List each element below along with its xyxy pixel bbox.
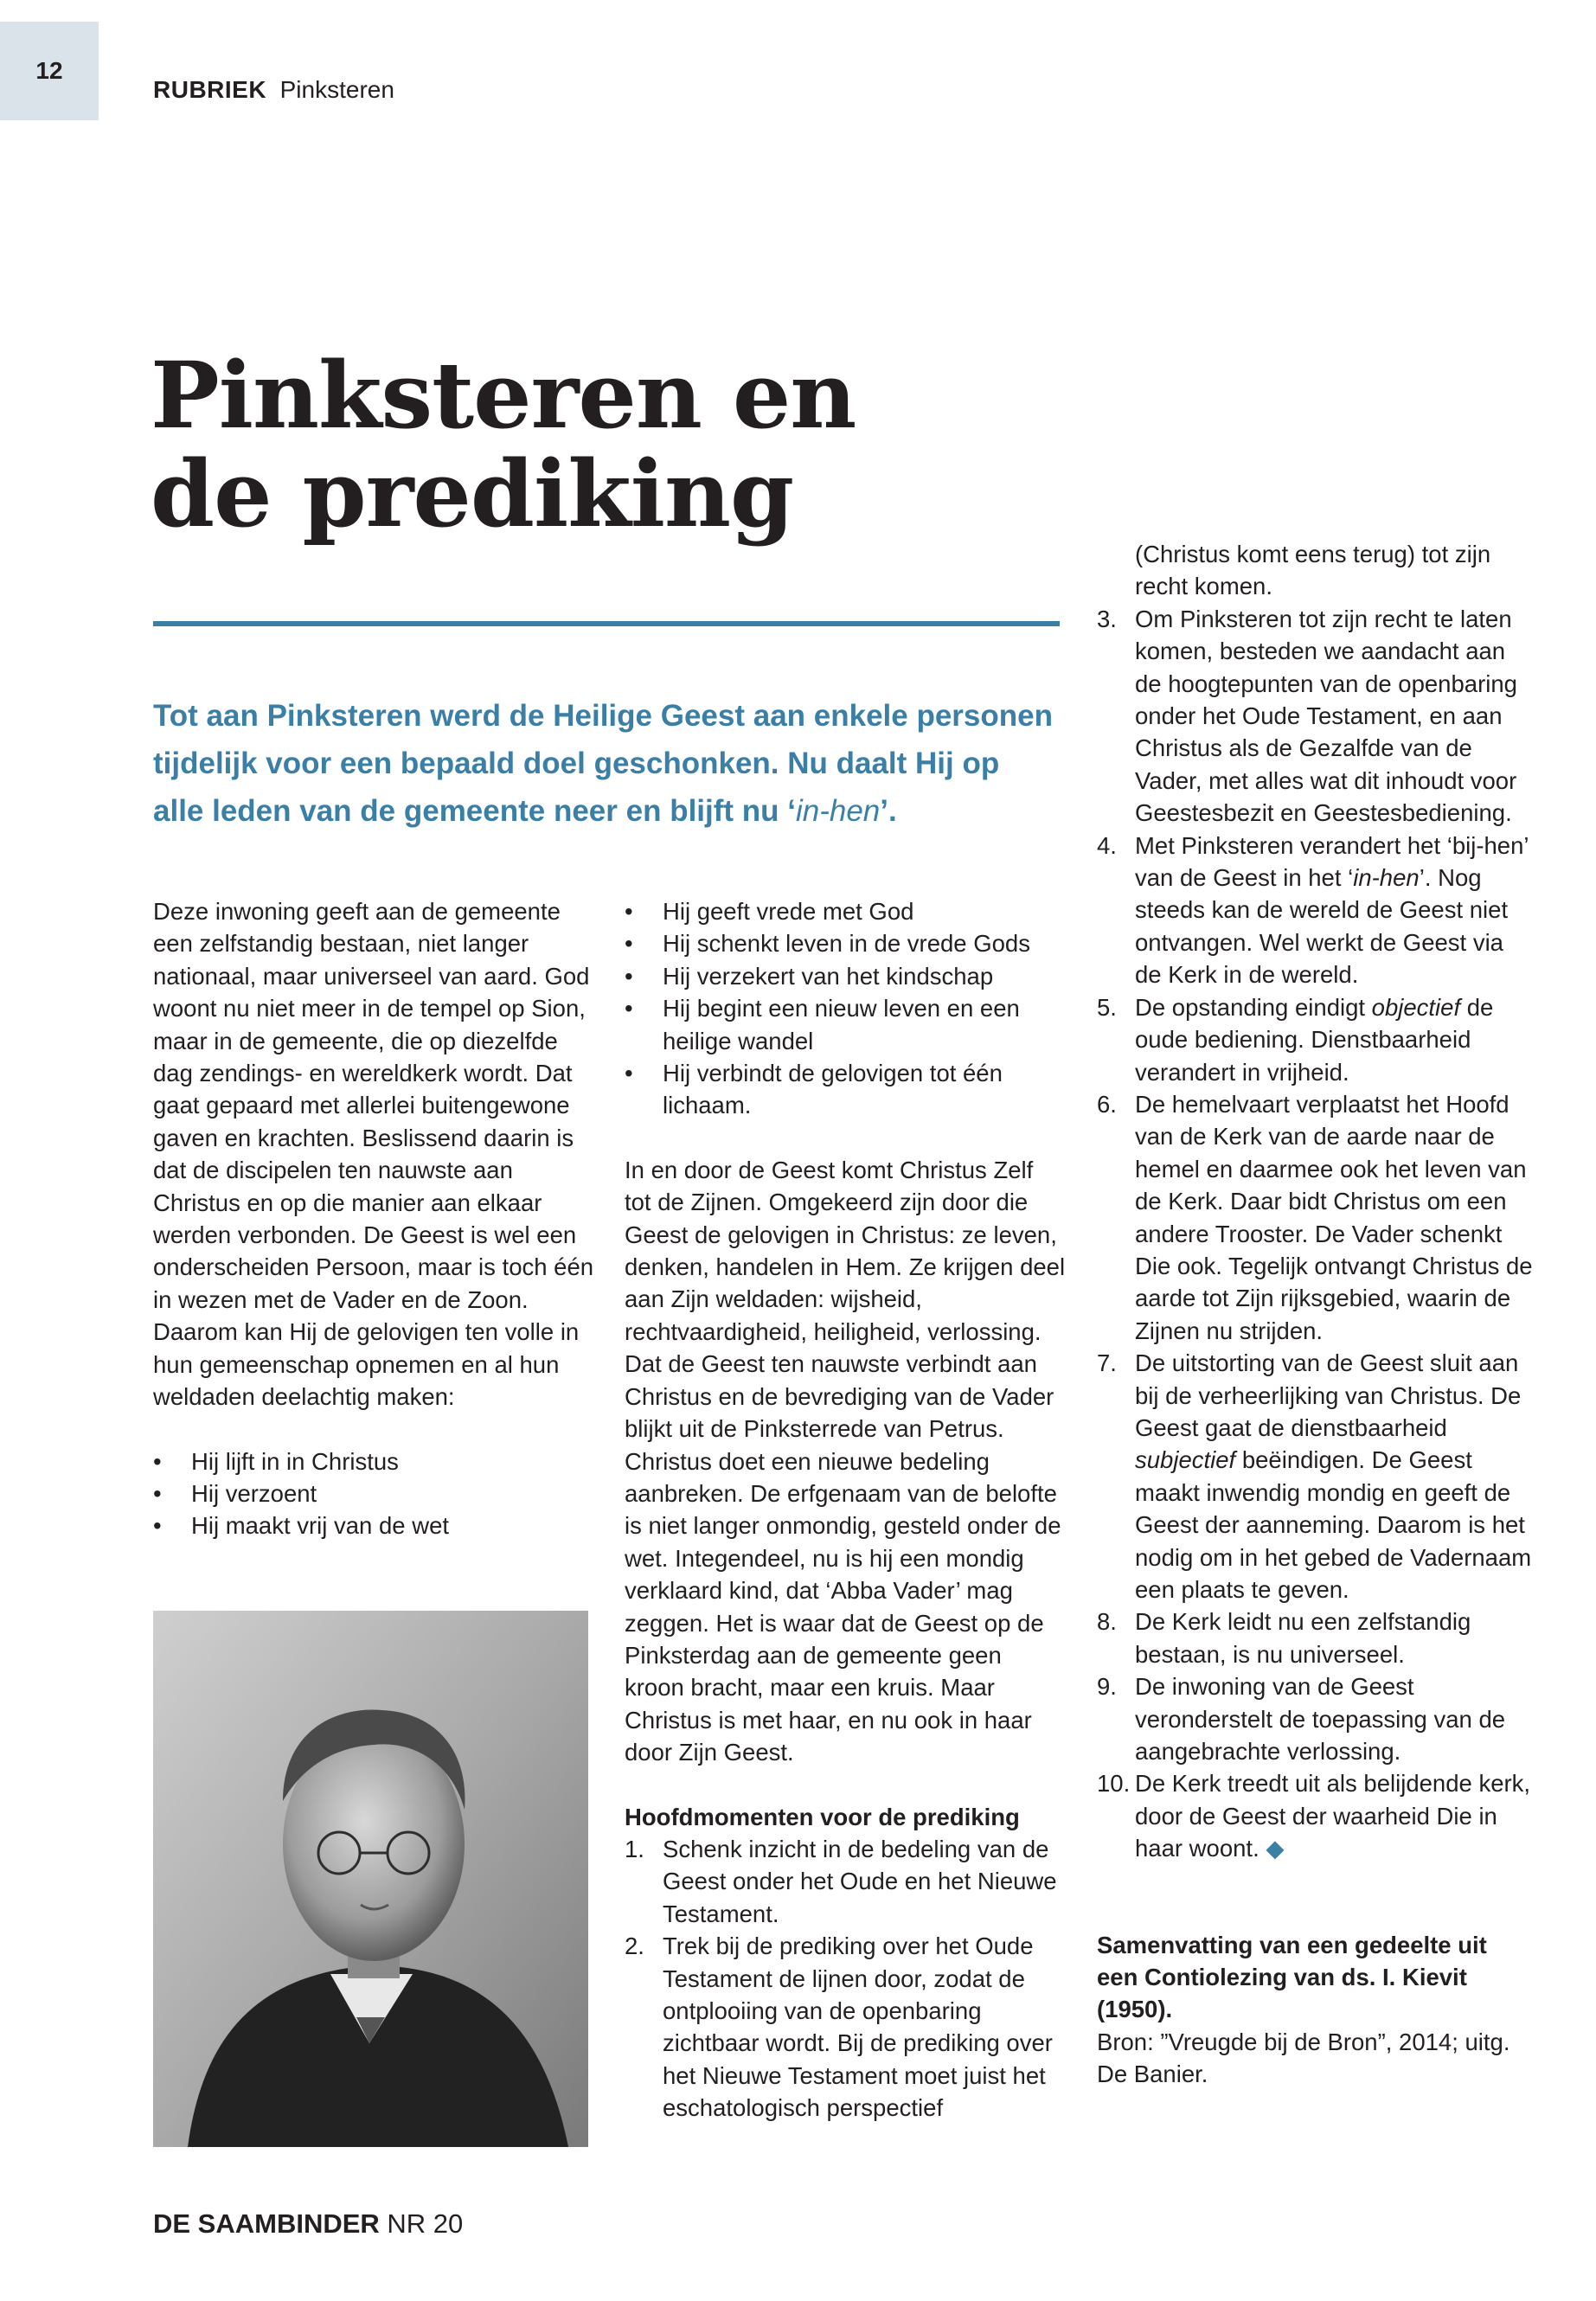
source-credit: Samenvatting van een gedeelte uit een Contiolezing van ds. I. Kievit (1950).	[1097, 1931, 1487, 2023]
list-item	[1097, 1347, 1534, 1606]
item-number: 9.	[1097, 1673, 1117, 1701]
item-text: Om Pinksteren tot zijn recht te laten komen, besteden we aandacht aan de hoogtepunten van de openbaring onder het Oude Testament, en aan Christus als de Gezalfde van de Vader, met alles wat dit inhoudt voor Geestesbezit en Geestesbediening.	[1135, 605, 1517, 827]
intro-end: ’.	[880, 794, 897, 828]
item-text: ’. Nog steeds kan de wereld de Geest niet ontvangen. Wel werkt de Geest via de Kerk in de wereld.	[1135, 864, 1509, 989]
item-text: De Kerk leidt nu een zelfstandig bestaan, is nu universeel.	[1135, 1608, 1471, 1668]
item-number: 8.	[1097, 1608, 1117, 1636]
list-item	[1097, 1670, 1534, 1767]
item-text: de oude bediening. Dienstbaarheid verandert in vrijheid.	[1135, 993, 1494, 1086]
item-number: 7.	[1097, 1349, 1117, 1377]
item-number: 2.	[625, 1932, 644, 1960]
page-number-tab	[0, 22, 99, 120]
col1-bullet-list	[153, 1445, 599, 1542]
issue-number: NR 20	[387, 2208, 464, 2239]
list-item	[1097, 1088, 1534, 1347]
intro-lead	[153, 692, 1057, 835]
item-text: De Kerk treedt uit als belijdende kerk, door de Geest der waarheid Die in haar woont.	[1135, 1770, 1531, 1862]
item-text: De hemelvaart verplaatst het Hoofd van de Kerk van de aarde naar de hemel en daarmee ook het leven van de Kerk. Daar bidt Christus om een andere Trooster. De Vader schenkt Die ook. Tegelijk ontvangt Christus de aarde tot Zijn rijksgebied, waarin de Zijnen nu strijden.	[1135, 1090, 1533, 1344]
item-text: Trek bij de prediking over het Oude Testament de lijnen door, zodat de ontplooiing van de openbaring zichtbaar wordt. Bij de prediking over het Nieuwe Testament moet juist het eschatologisch perspectief	[663, 1932, 1053, 2122]
title-line-1: Pinksteren en	[151, 341, 856, 449]
item-text: Met Pinksteren verandert het ‘bij-hen’ van de Geest in het ‘	[1135, 831, 1529, 892]
item-number: 4.	[1097, 831, 1117, 859]
item-text: beëindigen. De Geest maakt inwendig mondig en geeft de Geest der aanneming. Daarom is het nodig om in het gebed de Vadernaam een plaats te geven.	[1135, 1446, 1532, 1603]
col3-continuation: (Christus komt eens terug) tot zijn recht komen.	[1135, 541, 1491, 600]
item-text: De inwoning van de Geest veronderstelt de toepassing van de aangebrachte verlossing.	[1135, 1673, 1506, 1766]
intro-italic: in-hen	[795, 794, 881, 828]
list-item	[1097, 991, 1534, 1088]
item-number: 6.	[1097, 1090, 1117, 1118]
column-1	[153, 895, 599, 1542]
column-3	[1097, 538, 1534, 2091]
list-item: • Hij lijft in in Christus	[153, 1445, 599, 1477]
item-text: De uitstorting van de Geest sluit aan bij de verheerlijking van Christus. De Geest gaat de dienstbaarheid	[1135, 1349, 1522, 1441]
item-number: 10.	[1097, 1770, 1131, 1798]
item-number: 1.	[625, 1835, 644, 1862]
title-line-2: de prediking	[151, 439, 794, 548]
item-italic: objectief	[1371, 993, 1461, 1021]
column-2	[625, 895, 1066, 2125]
section-name: Pinksteren	[279, 76, 394, 103]
running-head	[153, 76, 394, 104]
intro-text: Tot aan Pinksteren werd de Heilige Geest aan enkele personen tijdelijk voor een bepaald doel geschonken. Nu daalt Hij op alle leden van de gemeente neer en blijft nu ‘	[153, 699, 1053, 828]
list-item	[625, 1833, 1066, 1930]
list-item: • Hij verbindt de gelovigen tot één lichaam.	[625, 1057, 1066, 1122]
item-number: 5.	[1097, 993, 1117, 1021]
section-label: RUBRIEK	[153, 76, 267, 103]
article-title	[151, 341, 1102, 548]
col2-numbered-list	[625, 1833, 1066, 2125]
subheading: Hoofdmomenten voor de prediking	[625, 1803, 1020, 1830]
list-item: • Hij begint een nieuw leven en een heilige wandel	[625, 992, 1066, 1057]
item-number: 3.	[1097, 605, 1117, 632]
portrait-photo-icon	[153, 1611, 588, 2147]
page-number: 12	[35, 57, 63, 84]
list-item	[1097, 603, 1534, 830]
list-item: • Hij geeft vrede met God	[625, 895, 1066, 927]
list-item: • Hij verzekert van het kindschap	[625, 960, 1066, 992]
title-divider	[153, 621, 1060, 626]
portrait-photo	[153, 1611, 588, 2147]
list-item: • Hij verzoent	[153, 1477, 599, 1509]
list-item	[1097, 830, 1534, 991]
list-item	[625, 1930, 1066, 2124]
col1-paragraph: Deze inwoning geeft aan de gemeente een zelfstandig bestaan, niet langer nationaal, maar universeel van aard. God woont nu niet meer in de tempel op Sion, maar in de gemeente, die op diezelfde dag zendings- en wereldkerk wordt. Dat gaat gepaard met allerlei buitengewone gaven en krachten. Beslissend daarin is dat de discipelen ten nauwste aan Christus en op die manier aan elkaar werden verbonden. De Geest is wel een onderscheiden Persoon, maar is toch één in wezen met de Vader en de Zoon. Daarom kan Hij de gelovigen ten volle in hun gemeenschap opnemen en al hun weldaden deelachtig maken:	[153, 898, 594, 1411]
item-italic: subjectief	[1135, 1446, 1236, 1474]
col2-paragraph-1: In en door de Geest komt Christus Zelf tot de Zijnen. Omgekeerd zijn door die Geest de gelovigen in Christus: ze leven, denken, handelen in Hem. Ze krijgen deel aan Zijn weldaden: wijsheid, rechtvaardigheid, heiligheid, verlossing.	[625, 1156, 1066, 1345]
list-item	[1097, 1606, 1534, 1670]
item-text: De opstanding eindigt	[1135, 993, 1372, 1021]
list-item: • Hij maakt vrij van de wet	[153, 1509, 599, 1541]
col2-bullet-list	[625, 895, 1066, 1122]
page-footer	[153, 2208, 463, 2240]
source-reference: Bron: ”Vreugde bij de Bron”, 2014; uitg. De Banier.	[1097, 2028, 1510, 2088]
item-text: Schenk inzicht in de bedeling van de Geest onder het Oude en het Nieuwe Testament.	[663, 1835, 1057, 1927]
col3-numbered-list	[1097, 603, 1534, 1865]
list-item	[1097, 1767, 1534, 1864]
col2-paragraph-2: Dat de Geest ten nauwste verbindt aan Christus en de bevrediging van de Vader blijkt uit de Pinksterrede van Petrus. Christus doet een nieuwe bedeling aanbreken. De erfgenaam van de belofte is niet langer onmondig, gesteld onder de wet. Integendeel, nu is hij een mondig verklaard kind, dat ‘Abba Vader’ mag zeggen. Het is waar dat de Geest op de Pinksterdag aan de gemeente geen kroon bracht, maar een kruis. Maar Christus is met haar, en nu ook in haar door Zijn Geest.	[625, 1350, 1061, 1766]
item-italic: in-hen	[1353, 864, 1420, 892]
end-diamond-icon: ◆	[1266, 1835, 1285, 1862]
magazine-name: DE SAAMBINDER	[153, 2208, 380, 2239]
list-item: • Hij schenkt leven in de vrede Gods	[625, 927, 1066, 959]
